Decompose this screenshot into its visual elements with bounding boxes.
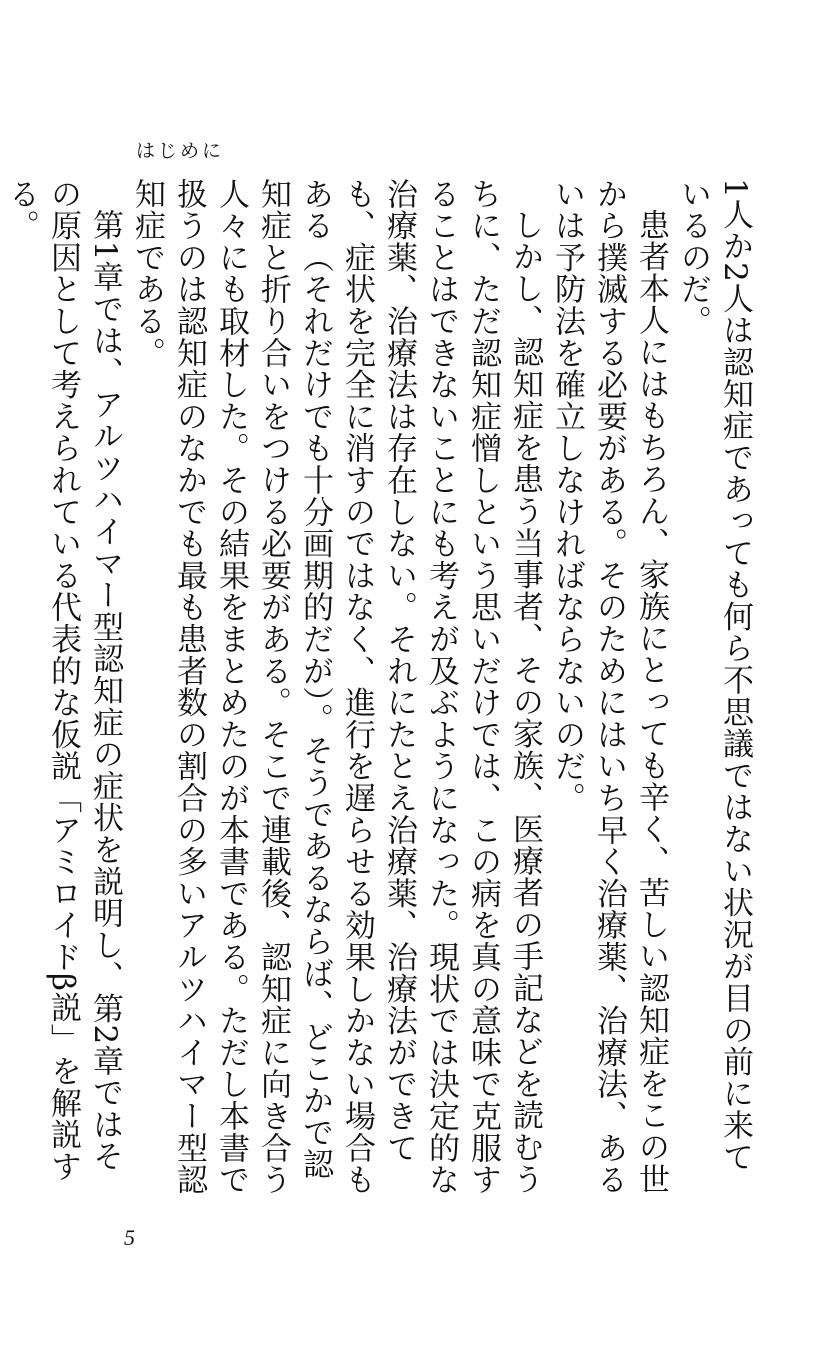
paragraph-4: 第1章では、アルツハイマー型認知症の症状を説明し、第2章ではその原因として考えられている代表的な仮説「アミロイドβ説」を解説する。	[3, 178, 123, 1183]
paragraph-2: 患者本人にはもちろん、家族にとっても辛く、苦しい認知症をこの世から撲滅する必要がある。そのためにはいち早く治療薬、治療法、あるいは予防法を確立しなければならないのだ。	[549, 178, 669, 1196]
running-head: はじめに	[136, 140, 225, 162]
body-text	[3, 178, 756, 1204]
paragraph-1: 1人か2人は認知症であっても何ら不思議ではない状況が目の前に来ているのだ。	[675, 178, 753, 1174]
page-number: 5	[124, 1225, 135, 1250]
paragraph-3: しかし、認知症を患う当事者、その家族、医療者の手記などを読むうちに、ただ認知症憎しという思いだけでは、この病を真の意味で克服することはできないことにも考えが及ぶようになった。現状では決定的な治療薬、治療法は存在しない。それにたとえ治療薬、治療法ができても、症状を完全に消すのではなく、進行を遅らせる効果しかない場合もある（それだけでも十分画期的だが）。そうであるならば、どこかで認知症と折り合いをつける必要がある。そこで連載後、認知症に向き合う人々にも取材した。その結果をまとめたのが本書である。ただし本書で扱うのは認知症のなかでも最も患者数の割合の多いアルツハイマー型認知症である。	[129, 178, 543, 1196]
